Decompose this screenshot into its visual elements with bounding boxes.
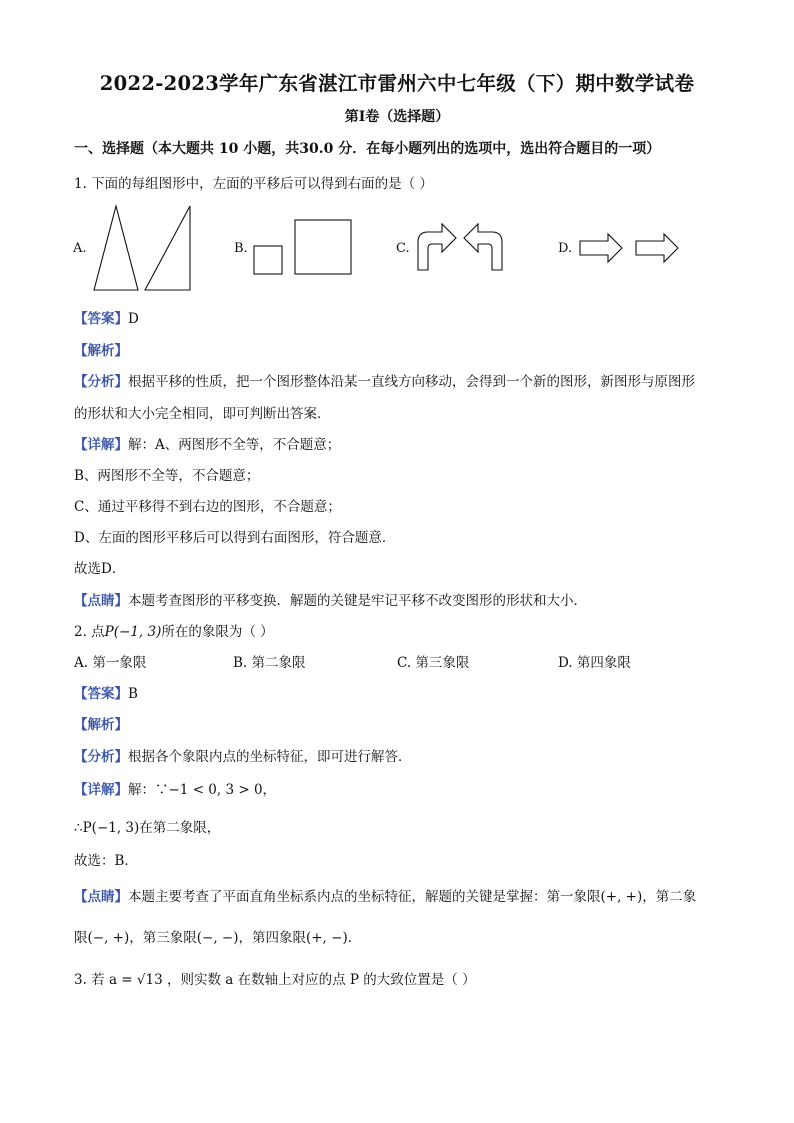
q1-option-a-triangles (90, 204, 194, 294)
q2-dianjing-cont: 限(−, +)，第三象限(−, −)，第四象限(+, −)． (74, 930, 362, 946)
q1-option-d-label: D. (558, 241, 573, 256)
answer-value: D (128, 311, 139, 327)
q2-therefore: ∴P(−1, 3)在第二象限， (74, 820, 221, 836)
q2-answer: 【答案】B (74, 686, 138, 702)
q1-option-c-arrows (414, 222, 508, 274)
q2-option-a: A. 第一象限 (74, 655, 147, 671)
q1-option-b-squares (252, 216, 356, 278)
q1-option-d-arrows (578, 232, 686, 266)
q1-option-b-label: B. (234, 241, 248, 256)
q2-conclusion: 故选：B． (74, 853, 138, 869)
q1-analysis-tag: 【解析】 (74, 343, 128, 359)
section-heading: 一、选择题（本大题共 10 小题，共30.0 分．在每小题列出的选项中，选出符合题目的一项） (74, 141, 661, 157)
q2-stem: 2. 点P(−1, 3)所在的象限为（ ） (74, 624, 274, 640)
q1-stem: 1. 下面的每组图形中，左面的平移后可以得到右面的是（ ） (74, 176, 433, 192)
turn-right-arrow-icon (418, 224, 456, 270)
q1-line-c: C、通过平移得不到右边的图形，不合题意； (74, 499, 341, 515)
q1-xiangjie: 【详解】解：A、两图形不全等，不合题意； (74, 437, 341, 453)
q2-option-c: C. 第三象限 (397, 655, 470, 671)
right-arrow-icon-2 (636, 234, 678, 262)
q2-fenxi: 【分析】根据各个象限内点的坐标特征，即可进行解答． (74, 749, 412, 765)
q1-line-d: D、左面的图形平移后可以得到右面图形，符合题意． (74, 530, 396, 546)
answer-tag: 【答案】 (74, 311, 128, 327)
q1-answer (74, 307, 139, 327)
q2-option-d: D. 第四象限 (558, 655, 631, 671)
q2-dianjing: 【点睛】本题主要考查了平面直角坐标系内点的坐标特征，解题的关键是掌握：第一象限(+, +)，第二象 (74, 889, 697, 905)
q1-conclusion: 故选D． (74, 561, 126, 577)
q1-option-a-label: A. (73, 241, 87, 256)
turn-left-arrow-icon (464, 224, 502, 270)
q1-line-b: B、两图形不全等，不合题意； (74, 468, 260, 484)
exam-title: 2022-2023学年广东省湛江市雷州六中七年级（下）期中数学试卷 (99, 72, 695, 95)
q1-dianjing: 【点睛】本题考查图形的平移变换．解题的关键是牢记平移不改变图形的形状和大小． (74, 593, 587, 609)
q1-fenxi: 【分析】根据平移的性质，把一个图形整体沿某一直线方向移动，会得到一个新的图形，新图形与原图形 (74, 374, 695, 390)
small-square-shape (254, 246, 282, 274)
q2-point: P(−1, 3) (104, 624, 162, 640)
large-square-shape (295, 220, 351, 274)
q2-xiangjie: 【详解】解：∵−1 < 0, 3 > 0， (74, 782, 277, 798)
right-arrow-icon (580, 234, 622, 262)
isosceles-triangle-shape (94, 206, 138, 290)
part-title: 第I卷（选择题） (344, 109, 450, 125)
q1-fenxi-cont: 的形状和大小完全相同，即可判断出答案． (74, 406, 331, 422)
q2-analysis-tag: 【解析】 (74, 717, 128, 733)
right-triangle-shape (145, 206, 190, 290)
q3-stem: 3. 若 a = √13 ，则实数 a 在数轴上对应的点 P 的大致位置是（ ） (74, 972, 476, 988)
q1-option-c-label: C. (396, 241, 410, 256)
q2-option-b: B. 第二象限 (233, 655, 306, 671)
